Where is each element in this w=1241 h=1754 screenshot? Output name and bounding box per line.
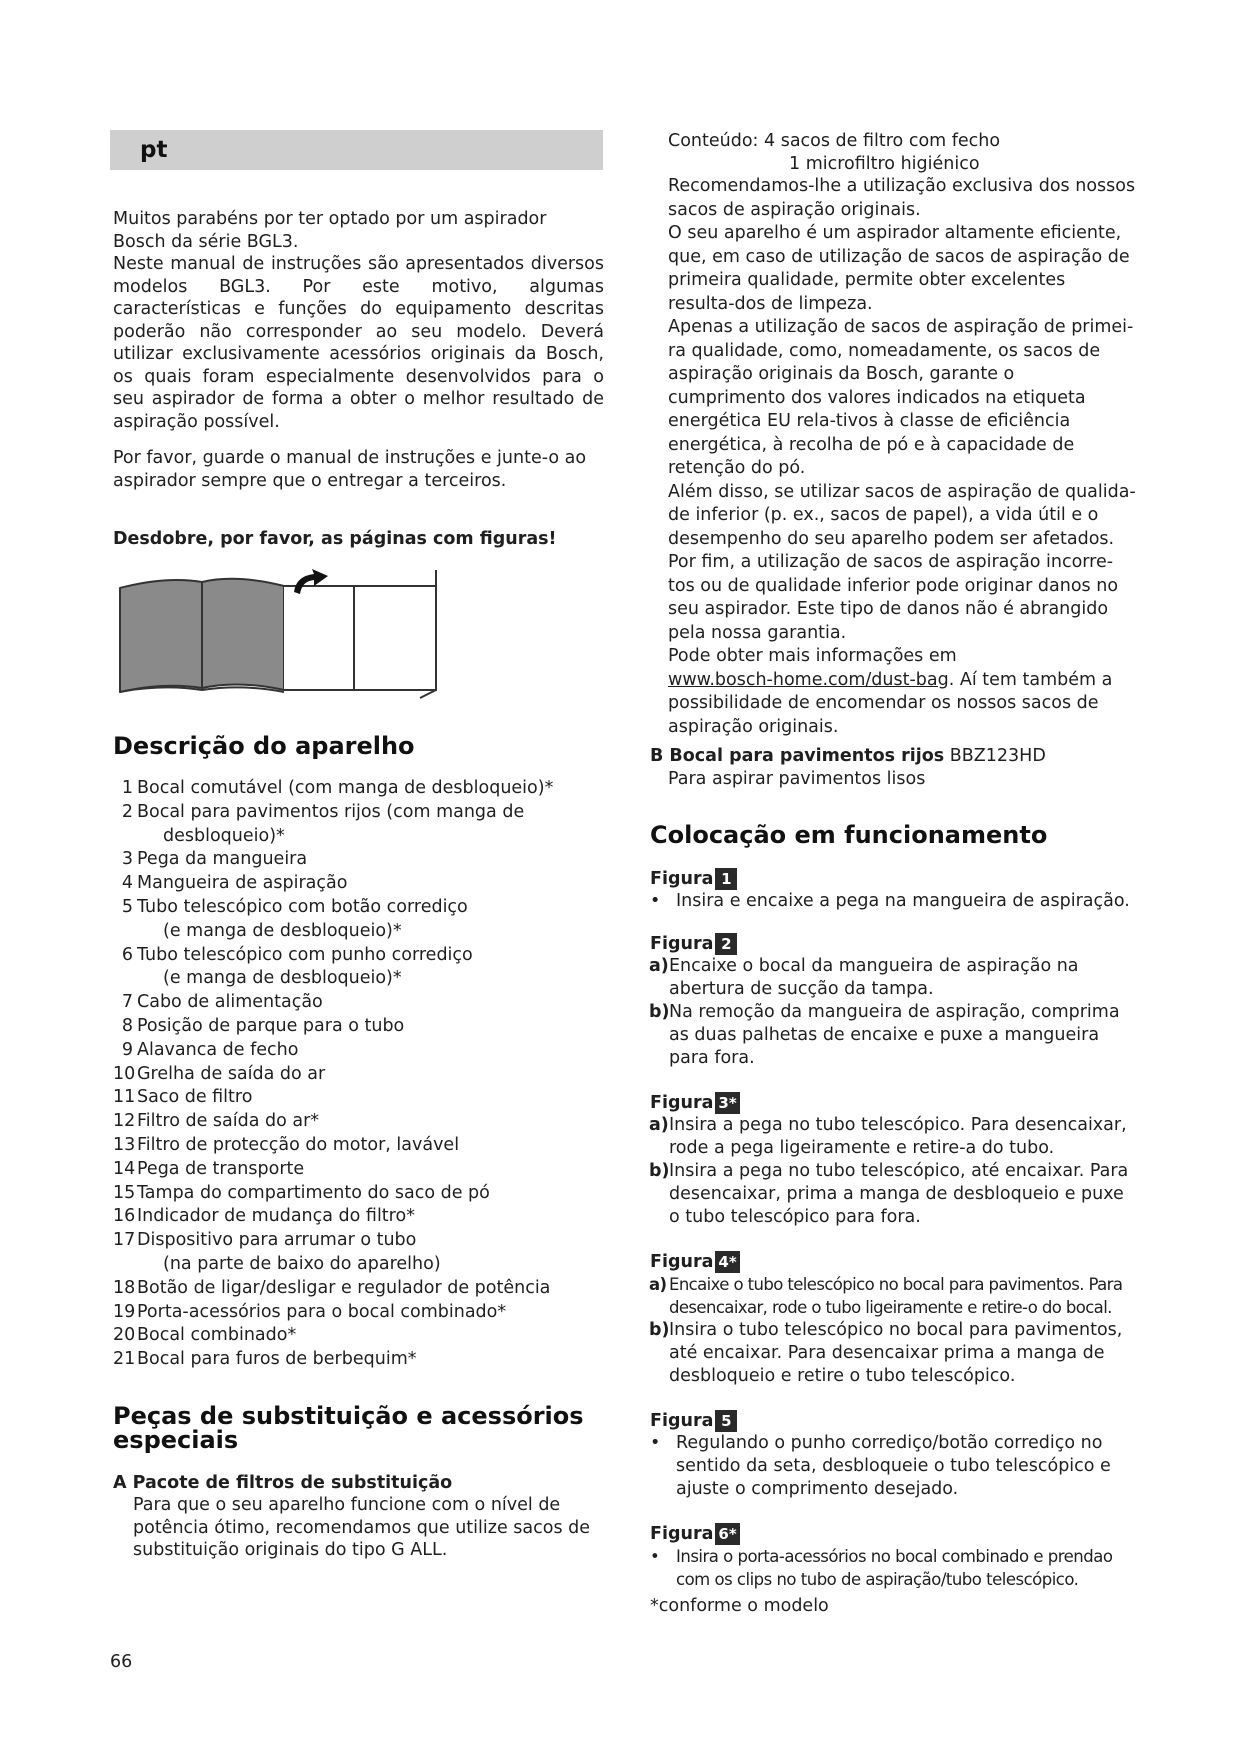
list-item: 18 Botão de ligar/desligar e regulador de potência [113, 1277, 551, 1298]
right-paragraph-4: Além disso, se utilizar sacos de aspiração de qualida-de inferior (p. ex., sacos de papel), a vida útil e o desempenho do seu aparelho podem ser afetados. [668, 481, 1136, 549]
intro-section [113, 208, 604, 550]
list-item: 5 Tubo telescópico com botão corrediço (e manga de desbloqueio)* [121, 896, 468, 941]
right-paragraph-6 [668, 645, 1136, 739]
spare-parts-a-label: A Pacote de filtros de substituição [113, 1473, 453, 1493]
figure-label: Figura [650, 1524, 714, 1544]
figure-3-step-a: a) Insira a pega no tubo telescópico. Para desencaixar, rode a pega ligeiramente e retire-a do tubo. [649, 1115, 1127, 1158]
figure-number-badge: 4* [715, 1251, 739, 1273]
figure-label: Figura [650, 1093, 714, 1113]
list-item: 12 Filtro de saída do ar* [113, 1111, 320, 1132]
figure-label: Figura [650, 1252, 714, 1272]
figure-2-step-b: b) Na remoção da mangueira de aspiração, comprima as duas palhetas de encaixe e puxe a mangueira para fora. [649, 1002, 1120, 1068]
figure-number-badge: 6* [715, 1523, 739, 1545]
list-item: 9 Alavanca de fecho [121, 1039, 299, 1060]
accessory-b-text: Para aspirar pavimentos lisos [668, 768, 926, 789]
figure-number-badge: 3* [715, 1092, 739, 1114]
figure-3-step-b: b) Insira a pega no tubo telescópico, até encaixar. Para desencaixar, prima a manga de desbloqueio e puxe o tubo telescópico para fora. [649, 1161, 1129, 1227]
spare-parts-section [113, 1404, 604, 1562]
list-item: 16 Indicador de mudança do filtro* [113, 1206, 415, 1227]
list-item: 6 Tubo telescópico com punho corrediço (e manga de desbloqueio)* [121, 944, 473, 989]
list-item: 19 Porta-acessórios para o bocal combinado* [113, 1301, 507, 1322]
parts-list [113, 777, 604, 1372]
list-item: 7 Cabo de alimentação [121, 992, 323, 1013]
spare-parts-a-text: Para que o seu aparelho funcione com o nível de potência ótimo, recomendamos que utilize sacos de substituição originais do tipo G ALL. [133, 1495, 590, 1560]
accessory-b-section [650, 745, 1136, 790]
language-header: pt [110, 130, 603, 170]
figure-2-block [650, 933, 1138, 1070]
list-item: 17 Dispositivo para arrumar o tubo (na parte de baixo do aparelho) [113, 1230, 441, 1274]
contents-line-2: 1 microfiltro higiénico [789, 153, 980, 174]
list-item: 10 Grelha de saída do ar [113, 1063, 326, 1084]
list-item: 14 Pega de transporte [113, 1158, 305, 1179]
bullet-icon: • [650, 1433, 661, 1453]
description-title: Descrição do aparelho [113, 732, 415, 760]
figure-number-badge: 2 [715, 933, 737, 955]
spare-parts-title: Peças de substituição e acessórios especiais [113, 1402, 584, 1454]
right-paragraph-1: Recomendamos-lhe a utilização exclusiva dos nossos sacos de aspiração originais. [668, 176, 1136, 220]
list-item: 4 Mangueira de aspiração [121, 873, 348, 894]
figure-6-step: • Insira o porta-acessórios no bocal combinado e prendao com os clips no tubo de aspiração/tubo telescópico. [650, 1547, 1113, 1589]
list-item: 15 Tampa do compartimento do saco de pó [113, 1182, 490, 1203]
intro-paragraph-1: Muitos parabéns por ter optado por um aspirador Bosch da série BGL3. [113, 209, 547, 252]
intro-paragraph-2: Neste manual de instruções são apresentados diversos modelos BGL3. Por este motivo, algumas características e funções do equipamento descritas poderão não corresponder ao seu modelo. Deverá utilizar exclusivamente acessórios originais da Bosch, os quais foram especialmente desenvolvidos para o seu aspirador de forma a obter o melhor resultado de aspiração possível. [113, 254, 604, 432]
list-item: 11 Saco de filtro [113, 1087, 253, 1108]
figure-label: Figura [650, 869, 714, 889]
unfold-notice: Desdobre, por favor, as páginas com figuras! [113, 529, 557, 549]
right-paragraph-3: Apenas a utilização de sacos de aspiração de primei-ra qualidade, como, nomeadamente, os sacos de aspiração originais da Bosch, garante o cumprimento dos valores indicados na etiqueta energética EU rela-tivos à classe de eficiência energética, à recolha de pó e à capacidade de retenção do pó. [668, 317, 1134, 478]
right-paragraph-2: O seu aparelho é um aspirador altamente eficiente, que, em caso de utilização de sacos de aspiração de primeira qualidade, permite obter excelentes resulta-dos de limpeza. [668, 223, 1130, 314]
intro-paragraph-3: Por favor, guarde o manual de instruções e junte-o ao aspirador sempre que o entregar a terceiros. [113, 448, 587, 491]
more-info-text: Pode obter mais informações em [668, 646, 957, 666]
list-item: 21 Bocal para furos de berbequim* [113, 1349, 417, 1370]
figure-label: Figura [650, 934, 714, 954]
accessory-b-label: B Bocal para pavimentos rijos [650, 746, 945, 766]
figure-number-badge: 1 [715, 868, 737, 890]
figure-1-block [650, 868, 1138, 913]
figure-4-step-a: a) Encaixe o tubo telescópico no bocal para pavimentos. Para desencaixar, rode o tubo ligeiramente e retire-o do bocal. [649, 1275, 1123, 1317]
figure-2-step-a: a) Encaixe o bocal da mangueira de aspiração na abertura de sucção da tampa. [649, 956, 1079, 999]
list-item: 8 Posição de parque para o tubo [121, 1015, 405, 1036]
list-item: 13 Filtro de protecção do motor, lavável [113, 1134, 460, 1155]
dust-bag-link[interactable]: www.bosch-home.com/dust-bag [668, 669, 949, 690]
list-item: 20 Bocal combinado* [113, 1325, 297, 1346]
figure-1-step: • Insira e encaixe a pega na mangueira de aspiração. [650, 891, 1130, 911]
figure-4-step-b: b) Insira o tubo telescópico no bocal para pavimentos, até encaixar. Para desencaixar prima a manga de desbloqueio e retire o tubo telescópico. [649, 1320, 1123, 1386]
list-item: 2 Bocal para pavimentos rijos (com manga de desbloqueio)* [121, 801, 525, 846]
page-number: 66 [110, 1652, 133, 1672]
right-paragraph-5: Por fim, a utilização de sacos de aspiração incorre-tos ou de qualidade inferior pode originar danos no seu aspirador. Este tipo de danos não é abrangido pela nossa garantia. [668, 552, 1119, 643]
unfold-pages-illustration [116, 560, 446, 700]
operation-section [650, 822, 1138, 1618]
figure-label: Figura [650, 1411, 714, 1431]
list-item: 3 Pega da mangueira [121, 849, 308, 870]
list-item: 1 Bocal comutável (com manga de desbloqueio)* [121, 778, 554, 798]
accessory-b-code: BBZ123HD [949, 746, 1046, 766]
figure-4-block [650, 1251, 1138, 1388]
figure-5-block [650, 1410, 1138, 1501]
figure-3-block [650, 1092, 1138, 1229]
operation-title: Colocação em funcionamento [650, 821, 1048, 849]
bullet-icon: • [650, 891, 661, 911]
bullet-icon: • [650, 1547, 660, 1566]
accessory-b-line [650, 745, 1136, 768]
more-info-after: . Aí tem também a possibilidade de encomendar os nossos sacos de aspiração originais. [668, 669, 1113, 737]
footnote: *conforme o modelo [650, 1596, 829, 1616]
figure-5-step: • Regulando o punho corrediço/botão corrediço no sentido da seta, desbloqueie o tubo telescópico e ajuste o comprimento desejado. [650, 1433, 1111, 1499]
bag-info-section [668, 130, 1136, 739]
figure-number-badge: 5 [715, 1410, 737, 1432]
figure-6-block [650, 1523, 1138, 1591]
contents-line-1: Conteúdo: 4 sacos de filtro com fecho [668, 131, 1001, 151]
description-section [113, 733, 604, 1372]
